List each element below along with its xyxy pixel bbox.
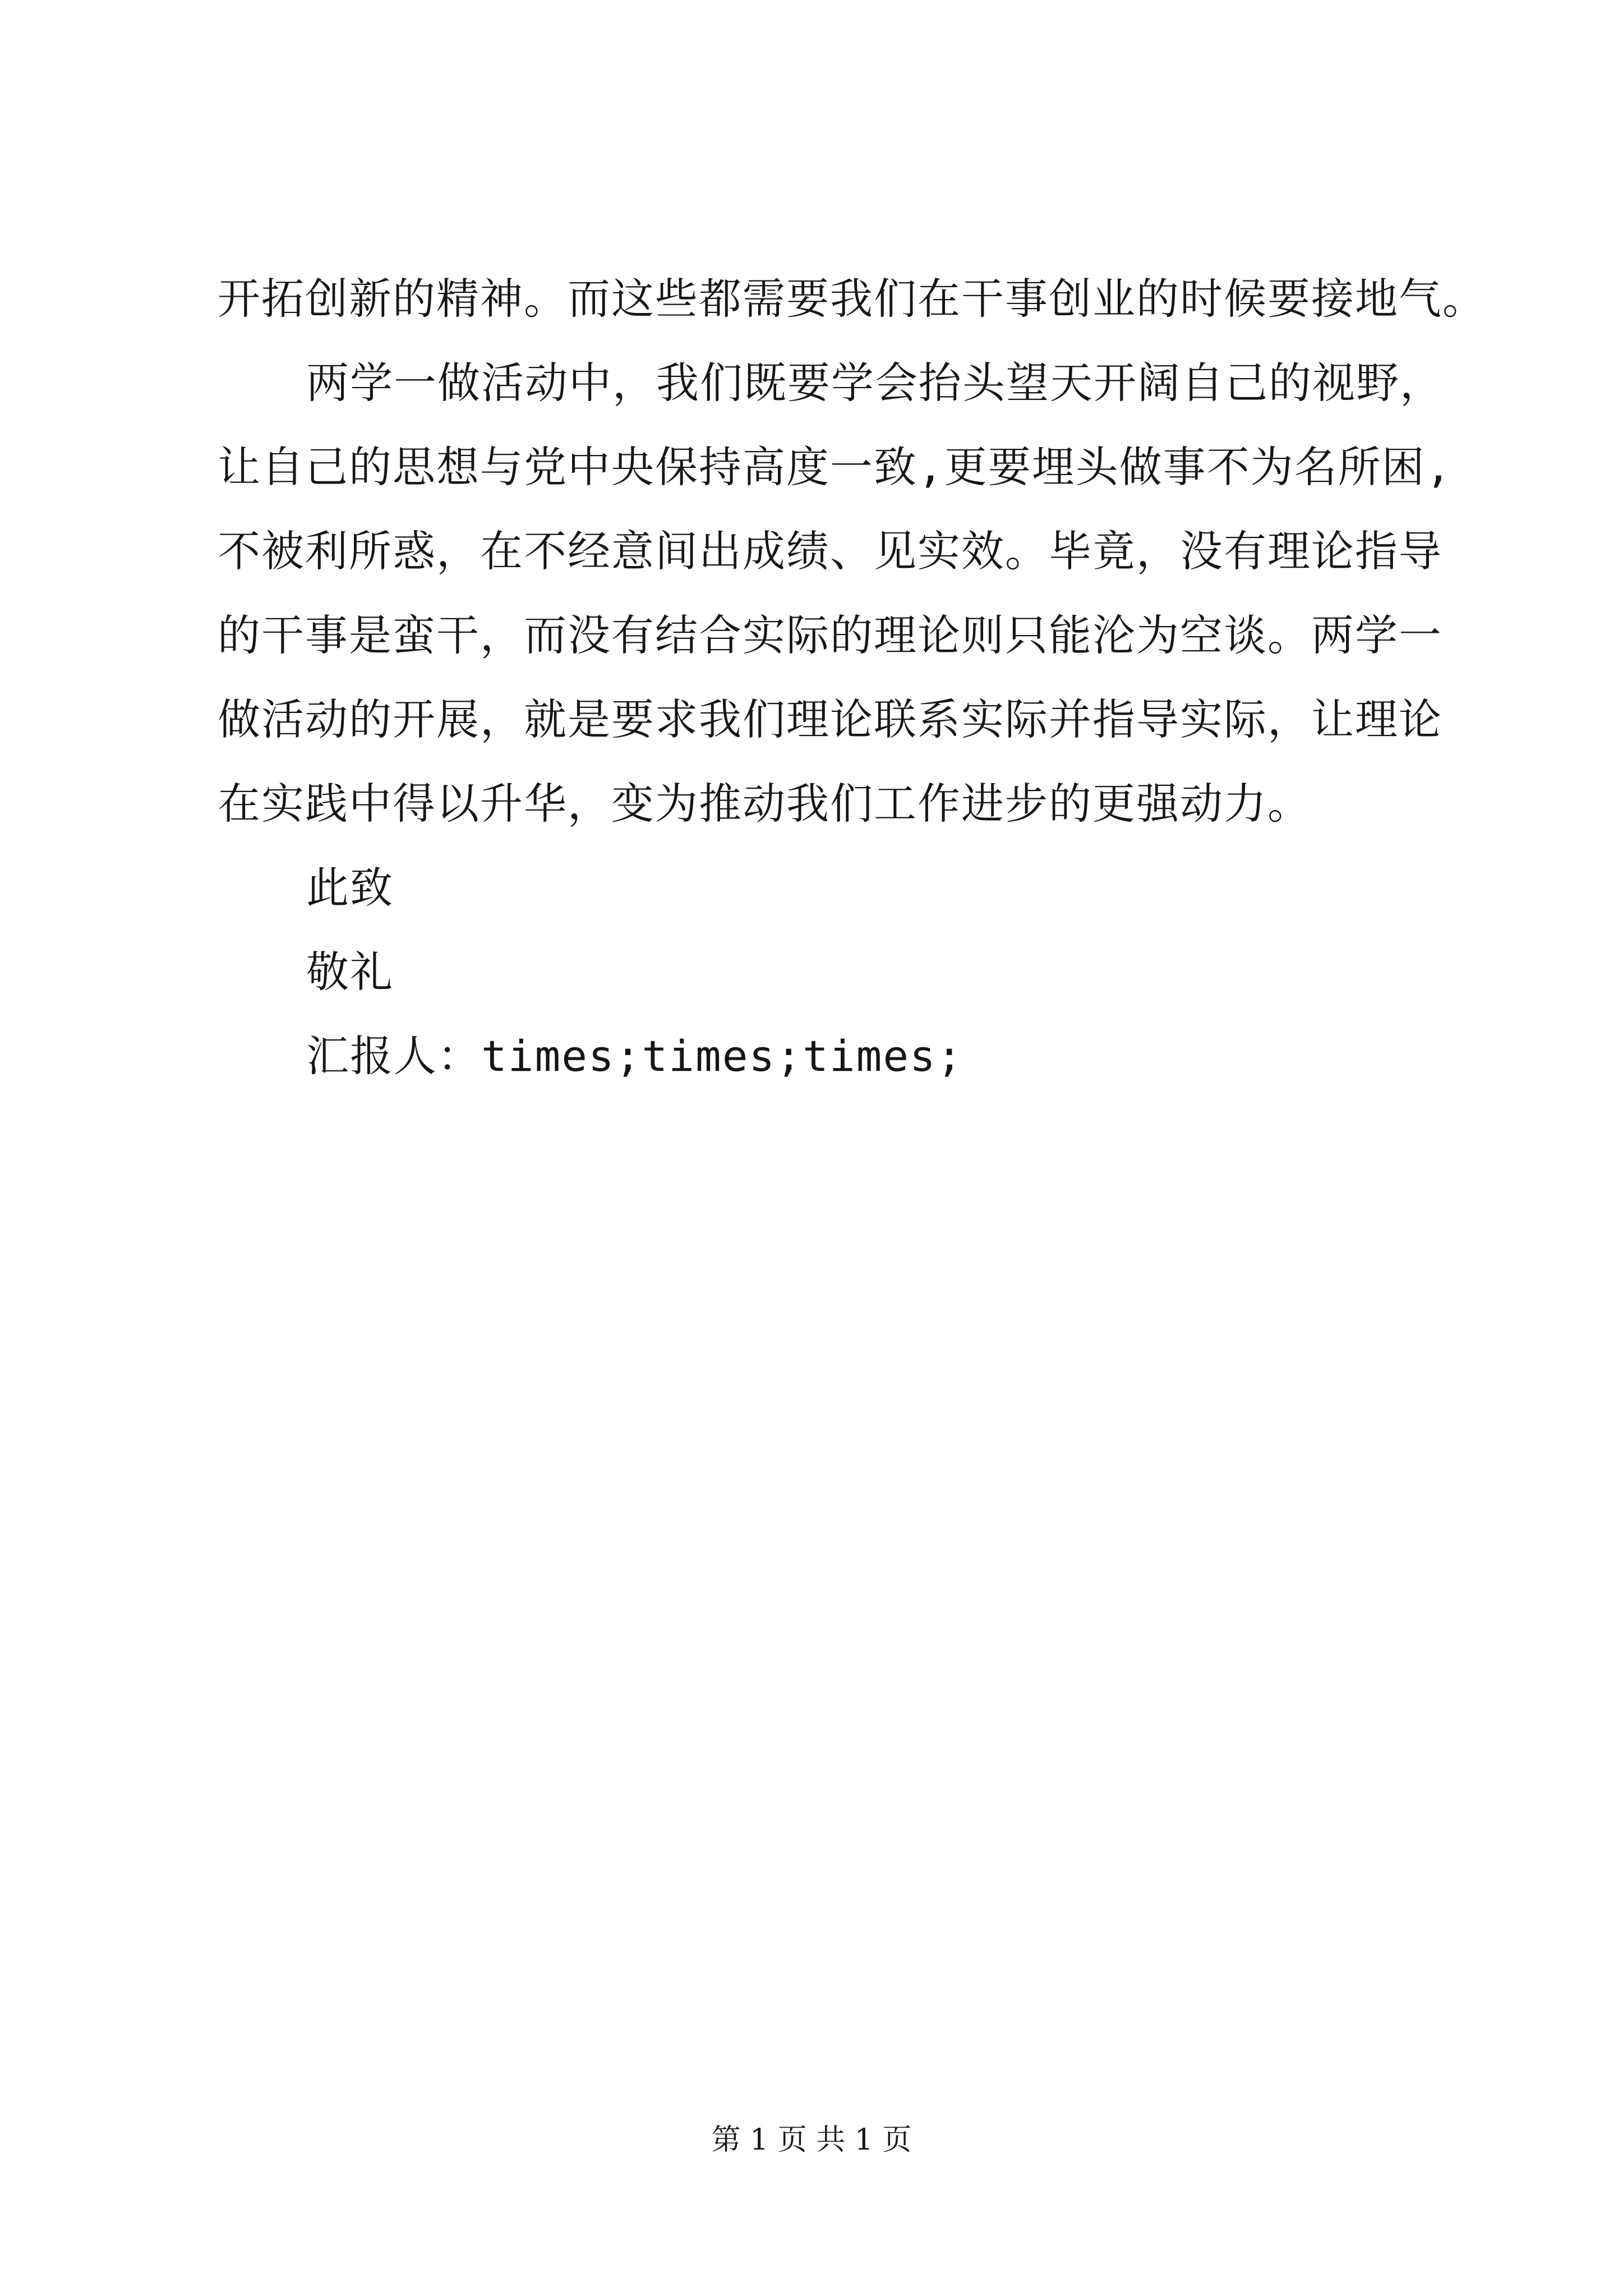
body-line-3: 让自己的思想与党中央保持高度一致,更要埋头做事不为名所困, [218, 442, 1453, 492]
body-line-7: 在实践中得以升华，变为推动我们工作进步的更强动力。 [218, 779, 1311, 829]
closing-salutation: 此致 [306, 863, 394, 913]
body-line-1: 开拓创新的精神。而这些都需要我们在干事创业的时候要接地气。 [218, 274, 1486, 324]
reporter-signature: 汇报人：times;times;times; [306, 1031, 963, 1081]
body-line-4: 不被利所惑，在不经意间出成绩、见实效。毕竟，没有理论指导 [218, 526, 1442, 576]
body-line-2: 两学一做活动中，我们既要学会抬头望天开阔自己的视野， [306, 358, 1444, 408]
body-line-6: 做活动的开展，就是要求我们理论联系实际并指导实际，让理论 [218, 694, 1442, 744]
page-footer: 第 1 页 共 1 页 [711, 2123, 912, 2157]
body-line-5: 的干事是蛮干，而没有结合实际的理论则只能沦为空谈。两学一 [218, 610, 1442, 660]
document-body [218, 257, 1530, 1098]
closing-regards: 敬礼 [306, 947, 394, 997]
